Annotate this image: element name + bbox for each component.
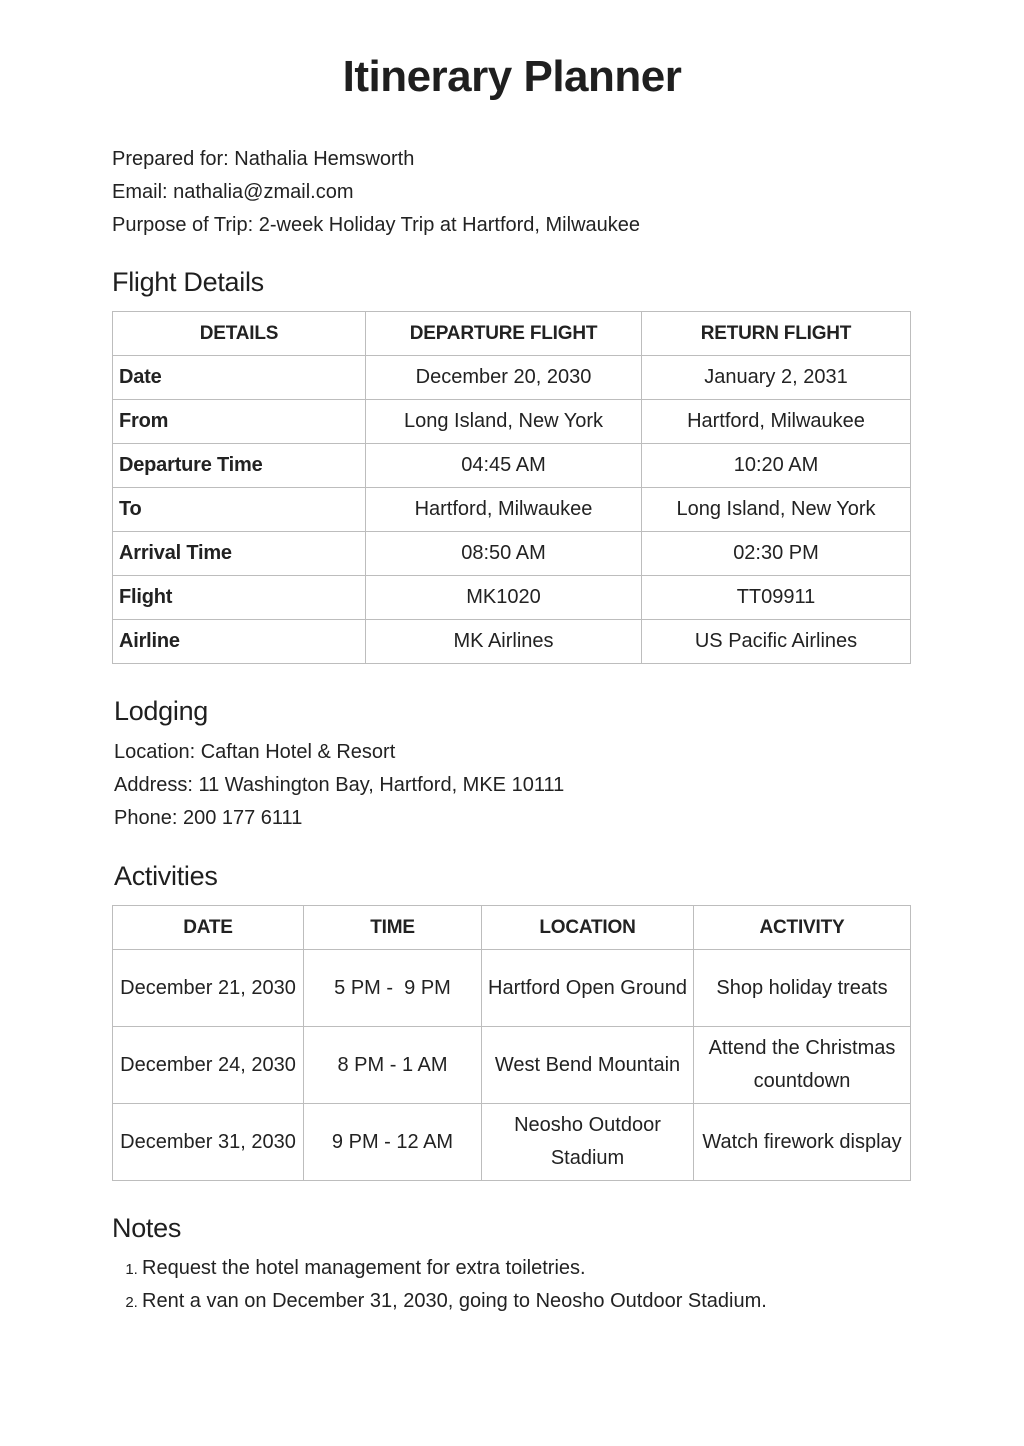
row-label: Flight (113, 576, 366, 620)
email: Email: nathalia@zmail.com (112, 181, 354, 203)
table-row (113, 950, 911, 1027)
activity-date: December 24, 2030 (113, 1027, 304, 1104)
table-row (113, 532, 911, 576)
column-header: ACTIVITY (694, 906, 911, 950)
table-row (113, 1104, 911, 1181)
activity-description: Shop holiday treats (694, 950, 911, 1027)
lodging-heading: Lodging (114, 696, 208, 726)
activities-heading: Activities (114, 861, 218, 891)
notes-heading: Notes (112, 1213, 182, 1243)
list-item: 2. Rent a van on December 31, 2030, going to Neosho Outdoor Stadium. (142, 1285, 767, 1318)
flight-details-heading: Flight Details (112, 267, 264, 297)
lodging-address: Address: 11 Washington Bay, Hartford, MKE 10111 (114, 774, 565, 796)
departure-value: Long Island, New York (366, 400, 642, 444)
row-label: Arrival Time (113, 532, 366, 576)
column-header: TIME (304, 906, 482, 950)
notes-list (112, 1252, 767, 1318)
table-row (113, 488, 911, 532)
activities-table (112, 905, 911, 1181)
column-header: RETURN FLIGHT (642, 312, 911, 356)
row-label: From (113, 400, 366, 444)
return-value: Hartford, Milwaukee (642, 400, 911, 444)
column-header: DATE (113, 906, 304, 950)
departure-value: MK Airlines (366, 620, 642, 664)
flight-details-table (112, 311, 911, 664)
row-label: To (113, 488, 366, 532)
lodging-info (114, 736, 564, 835)
trip-purpose: Purpose of Trip: 2-week Holiday Trip at Hartford, Milwaukee (112, 214, 640, 236)
row-label: Departure Time (113, 444, 366, 488)
table-row (113, 444, 911, 488)
table-row (113, 620, 911, 664)
trip-info (112, 143, 640, 242)
table-row (113, 1027, 911, 1104)
table-header-row (113, 906, 911, 950)
return-value: TT09911 (642, 576, 911, 620)
row-label: Date (113, 356, 366, 400)
activity-description: Watch firework display (694, 1104, 911, 1181)
column-header: DEPARTURE FLIGHT (366, 312, 642, 356)
page-title: Itinerary Planner (342, 52, 682, 101)
return-value: 10:20 AM (642, 444, 911, 488)
lodging-phone: Phone: 200 177 6111 (114, 807, 303, 829)
activity-description: Attend the Christmas countdown (694, 1027, 911, 1104)
departure-value: Hartford, Milwaukee (366, 488, 642, 532)
activity-time: 9 PM - 12 AM (304, 1104, 482, 1181)
prepared-for: Prepared for: Nathalia Hemsworth (112, 148, 415, 170)
table-row (113, 356, 911, 400)
return-value: January 2, 2031 (642, 356, 911, 400)
lodging-location: Location: Caftan Hotel & Resort (114, 741, 396, 763)
row-label: Airline (113, 620, 366, 664)
return-value: 02:30 PM (642, 532, 911, 576)
activity-location: Neosho Outdoor Stadium (482, 1104, 694, 1181)
list-item: 1. Request the hotel management for extra toiletries. (142, 1252, 767, 1285)
activity-time: 8 PM - 1 AM (304, 1027, 482, 1104)
table-header-row (113, 312, 911, 356)
activity-time: 5 PM - 9 PM (304, 950, 482, 1027)
activity-date: December 31, 2030 (113, 1104, 304, 1181)
column-header: LOCATION (482, 906, 694, 950)
column-header: DETAILS (113, 312, 366, 356)
departure-value: 08:50 AM (366, 532, 642, 576)
activity-location: Hartford Open Ground (482, 950, 694, 1027)
departure-value: MK1020 (366, 576, 642, 620)
activity-location: West Bend Mountain (482, 1027, 694, 1104)
departure-value: December 20, 2030 (366, 356, 642, 400)
table-row (113, 400, 911, 444)
activity-date: December 21, 2030 (113, 950, 304, 1027)
return-value: Long Island, New York (642, 488, 911, 532)
departure-value: 04:45 AM (366, 444, 642, 488)
table-row (113, 576, 911, 620)
return-value: US Pacific Airlines (642, 620, 911, 664)
